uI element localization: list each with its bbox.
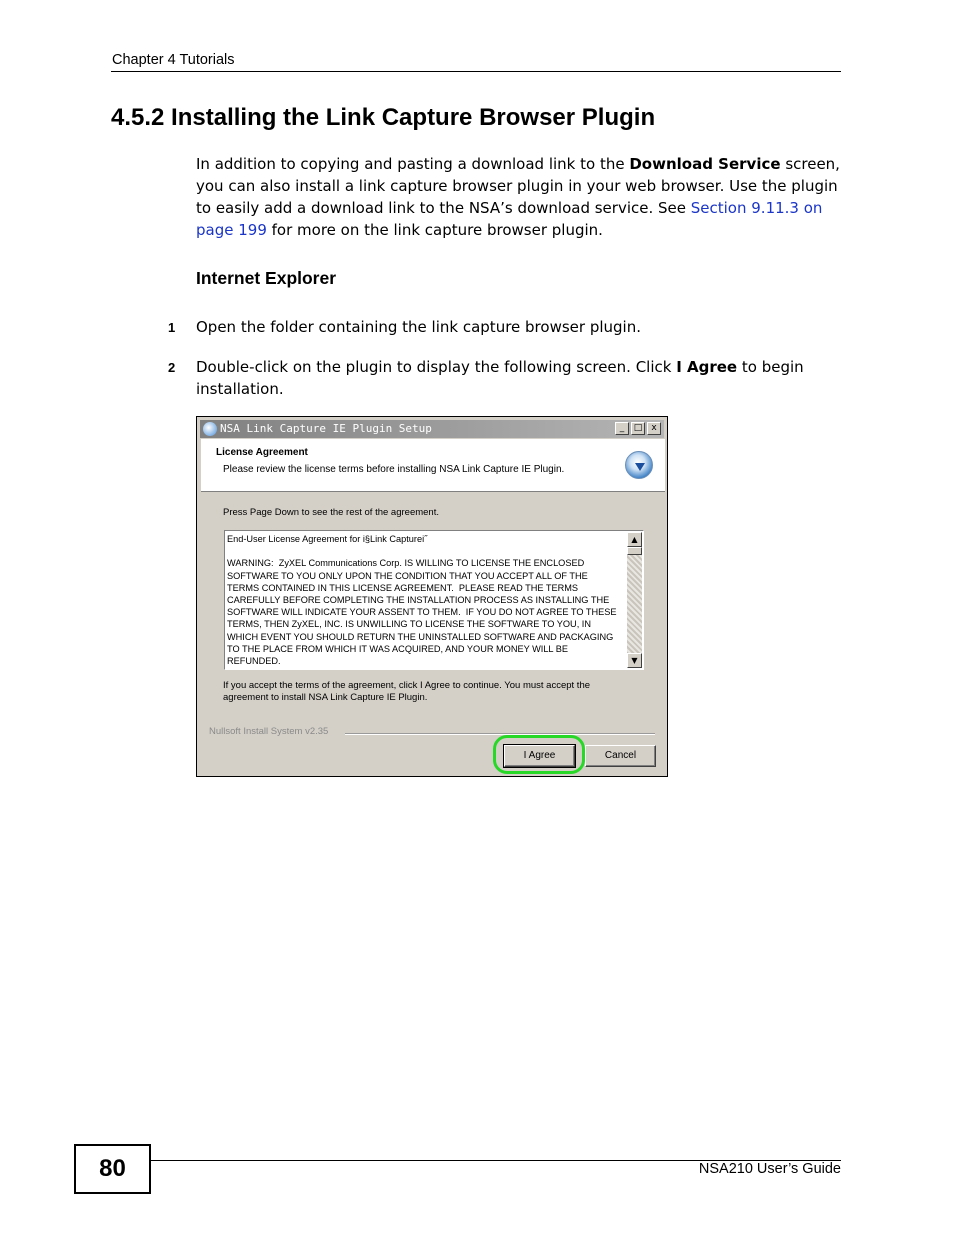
license-text-area[interactable] <box>224 530 644 670</box>
page-number: 80 <box>74 1144 151 1194</box>
license-agreement-subtitle: Please review the license terms before installing NSA Link Capture IE Plugin. <box>223 464 565 475</box>
license-text: End-User License Agreement for i§Link Capturei˝ WARNING: ZyXEL Communications Corp. IS WILLING TO LICENSE THE ENCLOSED SOFTWARE TO YOU ONLY UPON THE CONDITION THAT YOU ACCEPT ALL OF THE TERMS CONTAINED IN THIS LICENSE AGREEMENT. PLEASE READ THE TERMS CAREFULLY BEFORE COMPLETING THE INSTALLATION PROCESS AS INSTALLING THE SOFTWARE WILL INDICATE YOUR ASSENT TO THEM. IF YOU DO NOT AGREE TO THESE TERMS, THEN ZyXEL, INC. IS UNWILLING TO LICENSE THE SOFTWARE TO YOU, IN WHICH EVENT YOU SHOULD RETURN THE UNINSTALLED SOFTWARE AND PACKAGING TO THE PLACE FROM WHICH IT WAS ACQUIRED, AND YOUR MONEY WILL BE REFUNDED. <box>227 534 617 667</box>
close-button[interactable]: x <box>647 422 661 435</box>
license-scrollbar[interactable] <box>627 532 642 668</box>
intro-text-3: for more on the link capture browser plugin. <box>266 221 603 239</box>
step-2-text-1: Double-click on the plugin to display the following screen. Click <box>196 358 677 376</box>
internet-explorer-subheading: Internet Explorer <box>196 268 337 288</box>
i-agree-term: I Agree <box>676 358 738 376</box>
step-2-text-2: to begin installation. <box>196 358 804 398</box>
setup-dialog-screenshot <box>196 416 668 777</box>
scroll-down-arrow-icon[interactable]: ▼ <box>627 653 642 668</box>
nullsoft-branding: Nullsoft Install System v2.35 <box>209 726 329 737</box>
page-down-instruction: Press Page Down to see the rest of the agreement. <box>223 507 439 518</box>
guide-title: NSA210 User’s Guide <box>698 1161 841 1177</box>
minimize-button[interactable]: _ <box>615 422 629 435</box>
installer-app-icon <box>203 422 217 436</box>
download-service-term: Download Service <box>629 155 781 173</box>
chapter-header: Chapter 4 Tutorials <box>112 52 235 68</box>
dialog-titlebar <box>200 420 664 438</box>
dialog-title: NSA Link Capture IE Plugin Setup <box>220 422 432 435</box>
intro-text-2: screen, you can also install a link capture browser plugin in your web browser. Use the plugin to easily add a download link to the NSA’s download service. See <box>196 155 840 217</box>
license-agreement-heading: License Agreement <box>216 447 308 458</box>
intro-paragraph <box>196 153 844 241</box>
section-cross-reference-link[interactable]: Section 9.11.3 on page 199 <box>196 199 823 239</box>
step-2-number: 2 <box>168 360 176 375</box>
download-arrow-icon <box>635 463 645 471</box>
header-divider <box>111 71 841 72</box>
installer-globe-icon <box>625 451 653 479</box>
maximize-button[interactable]: □ <box>631 422 645 435</box>
step-1-text: Open the folder containing the link capture browser plugin. <box>196 318 641 336</box>
i-agree-button[interactable]: I Agree <box>504 745 575 767</box>
step-2-text <box>196 356 844 400</box>
cancel-button[interactable]: Cancel <box>585 745 656 767</box>
scrollbar-thumb[interactable] <box>627 547 642 555</box>
scroll-up-arrow-icon[interactable]: ▲ <box>627 532 642 547</box>
i-agree-highlight-callout <box>493 735 585 774</box>
step-1-number: 1 <box>168 320 176 335</box>
accept-terms-note: If you accept the terms of the agreement, click I Agree to continue. You must accept the agreement to install NSA Link Capture IE Plugin. <box>223 680 591 703</box>
dialog-header-banner <box>201 439 665 492</box>
section-title: 4.5.2 Installing the Link Capture Browser Plugin <box>111 104 656 131</box>
branding-divider <box>345 733 655 735</box>
intro-text-1: In addition to copying and pasting a download link to the <box>196 155 630 173</box>
